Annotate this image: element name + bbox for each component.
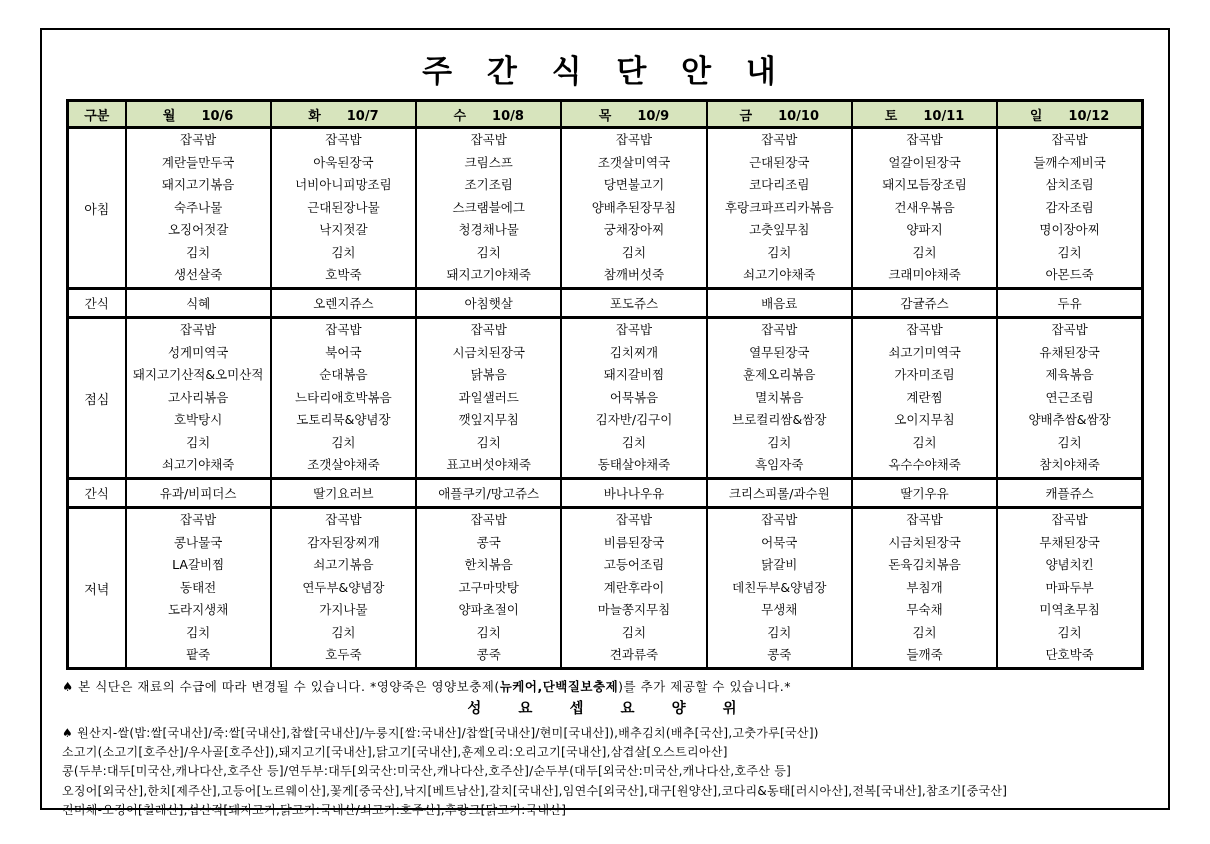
menu-item: 김치 [621,625,647,640]
meal-cell [271,128,416,289]
menu-item: 가자미조림 [894,368,955,383]
menu-item: 들깨수제비국 [1033,155,1106,170]
menu-item: 김치 [912,245,937,260]
meal-cell [416,128,561,289]
meal-cell [997,508,1142,669]
menu-item: 참치야채죽 [1039,458,1100,473]
menu-item: 돼지고기야채죽 [446,268,531,283]
menu-item: 연근조림 [1045,390,1094,405]
menu-item: 닭갈비 [761,558,798,573]
day-name: 금 [739,108,753,124]
day-date: 10/12 [1068,108,1110,124]
section-row-간식-3 [68,479,1143,508]
row-label: 아침 [68,128,126,289]
menu-item: 잡곡밥 [615,513,653,528]
menu-item: 마파두부 [1045,580,1094,595]
menu-item: 호박탕시 [173,413,223,428]
table-header-row [68,101,1143,128]
meal-cell-inner [708,126,851,290]
origin-line-4: 진미채-오징어[칠레산],섭산적[돼지고기,닭고기:국내산/쇠고기:호주산],후랑크[닭고기:국내산] [62,802,567,817]
row-label: 점심 [68,318,126,479]
menu-item: 잡곡밥 [761,513,798,528]
menu-item: 잡곡밥 [180,133,217,148]
meal-cell [416,508,561,669]
table-body [68,128,1143,669]
day-name: 화 [308,108,321,124]
meal-cell [126,318,271,479]
menu-item: 훈제오리볶음 [743,368,816,383]
day-header-3 [561,101,706,128]
meal-cell-inner [708,316,851,480]
menu-item: 마늘쫑지무침 [597,603,671,618]
meal-cell-inner [562,316,705,480]
menu-item: 양파지 [906,223,943,238]
snack-cell: 크리스피롤/과수원 [707,479,852,508]
meal-cell-inner [853,316,996,480]
menu-item: 당면불고기 [603,178,665,193]
menu-item: 어묵국 [761,535,798,550]
menu-item: 고등어조림 [603,558,665,573]
menu-item: 잡곡밥 [325,133,362,148]
section-row-저녁-4 [68,508,1143,669]
menu-item: 양배추된장무침 [591,200,677,215]
origin-line-2: 콩(두부:대두[미국산,캐나다산,호주산 등]/연두부:대두[외국산:미국산,캐나다산,호주산]/순두부(대두[외국산:미국산,캐나다산,호주산 등] [62,764,792,779]
menu-item: 김치 [1057,435,1082,450]
menu-item: 잡곡밥 [470,133,507,148]
row-label: 간식 [68,289,126,318]
snack-cell: 감귤쥬스 [852,289,997,318]
menu-item: 잡곡밥 [325,323,362,338]
meal-cell [997,318,1142,479]
meal-cell-inner [853,506,996,670]
menu-item: 잡곡밥 [325,513,362,528]
menu-item: 순대볶음 [319,368,368,383]
menu-item: 잡곡밥 [1051,513,1088,528]
menu-item: 브로컬리쌈&쌈장 [732,413,827,428]
meal-cell [707,508,852,669]
menu-item: 코다리조림 [749,178,810,193]
menu-item: 계란찜 [906,390,943,405]
menu-item: 멸치볶음 [755,390,804,405]
menu-item: 돼지모듬장조림 [882,178,967,193]
day-header-0 [126,101,271,128]
menu-item: 잡곡밥 [761,323,798,338]
row-label: 저녁 [68,508,126,669]
meal-cell [561,508,706,669]
menu-item: 김치 [621,245,647,260]
menu-item: 김치 [476,435,501,450]
snack-cell: 바나나우유 [561,479,706,508]
day-date: 10/10 [778,108,820,124]
menu-item: 김치 [1057,625,1082,640]
menu-item: 아욱된장국 [313,155,374,170]
menu-item: 데친두부&양념장 [732,580,827,595]
menu-item: 호두죽 [325,648,362,663]
day-date: 10/6 [201,108,234,124]
menu-item: 아몬드죽 [1045,268,1094,283]
menu-item: 후랑크파프리카볶음 [724,200,834,215]
meal-cell-inner [272,316,415,480]
menu-item: 김치 [186,245,211,260]
menu-item: 어묵볶음 [609,390,659,405]
menu-item: 잡곡밥 [761,133,798,148]
menu-item: 김치 [476,245,501,260]
menu-item: LA갈비찜 [172,558,225,573]
menu-item: 팥죽 [186,648,211,663]
menu-item: 양배추쌈&쌈장 [1028,413,1111,428]
menu-item: 숙주나물 [173,200,223,215]
menu-item: 쇠고기야채죽 [161,458,235,473]
menu-item: 콩죽 [476,648,501,663]
menu-item: 김치 [767,435,792,450]
day-header-6 [997,101,1142,128]
menu-item: 근대된장국 [749,155,810,170]
corner-header-cell: 구분 [68,101,126,128]
snack-cell: 캐플쥬스 [997,479,1142,508]
page-title: 주 간 식 단 안 내 [422,54,788,90]
menu-item: 조기조림 [464,178,513,193]
menu-item: 쇠고기미역국 [888,345,961,360]
menu-sheet [40,28,1170,817]
menu-item: 건새우볶음 [894,200,955,215]
meal-cell [126,128,271,289]
menu-item: 시금치된장국 [452,345,525,360]
meal-cell [561,128,706,289]
menu-item: 김치 [912,625,937,640]
change-notice [62,677,1148,695]
menu-item: 김치 [331,625,356,640]
snack-cell: 아침햇살 [416,289,561,318]
meal-cell [852,128,997,289]
meal-cell [561,318,706,479]
menu-item: 견과류죽 [609,648,659,663]
meal-cell [126,508,271,669]
day-name: 일 [1029,108,1043,124]
day-header-2 [416,101,561,128]
meal-cell-inner [127,506,270,670]
origin-line-3: 오징어[외국산],한치[제주산],고등어[노르웨이산],꽃게[중국산],낙지[베트남산],갈치[국내산],임연수[외국산],대구[원양산],코다리&동태[러시아산],전복[국내산],참조기[중국산] [62,783,1008,798]
menu-item: 명이장아찌 [1039,223,1100,238]
menu-item: 고사리볶음 [167,390,229,405]
menu-item: 들깨죽 [906,648,943,663]
menu-item: 잡곡밥 [906,133,943,148]
menu-item: 조갯살미역국 [597,155,671,170]
snack-cell: 딸기우유 [852,479,997,508]
snack-cell: 두유 [997,289,1142,318]
snack-cell: 오렌지쥬스 [271,289,416,318]
menu-item: 김치찌개 [609,345,659,360]
menu-item: 동태살야채죽 [597,458,671,473]
menu-item: 콩죽 [767,648,792,663]
menu-item: 단호박죽 [1045,648,1094,663]
meal-cell-inner [998,316,1141,480]
menu-item: 궁채장아찌 [603,223,665,238]
meal-cell [707,318,852,479]
menu-item: 열무된장국 [749,345,810,360]
meal-cell [416,318,561,479]
menu-item: 양념치킨 [1045,558,1094,573]
menu-item: 오징어젓갈 [167,223,229,238]
meal-cell-inner [562,506,705,670]
menu-item: 옥수수야채죽 [888,458,961,473]
menu-item: 한치볶음 [464,558,513,573]
menu-item: 계란후라이 [603,580,665,595]
origin-line-0: ♠ 원산지-쌀(밥:쌀[국내산]/죽:쌀[국내산],찹쌀[국내산]/누룽지[쌀:국내산]/찹쌀[국내산]/현미[국내산]),배추김치(배추[국산],고춧가루[국산]) [62,726,819,740]
meal-cell-inner [127,126,270,290]
menu-item: 김치 [767,625,792,640]
menu-item: 김치 [476,625,501,640]
menu-item: 무생채 [761,603,798,618]
menu-item: 과일샐러드 [458,390,519,405]
day-header-5 [852,101,997,128]
day-name: 월 [162,108,176,124]
menu-item: 돼지고기산적&오미산적 [132,368,264,383]
meal-cell-inner [998,506,1141,670]
menu-item: 감자된장찌개 [307,535,380,550]
meal-cell-inner [417,506,560,670]
meal-cell [852,508,997,669]
day-date: 10/11 [923,108,965,124]
menu-item: 고구마맛탕 [458,580,519,595]
menu-item: 감자조림 [1045,200,1094,215]
snack-cell: 식혜 [126,289,271,318]
section-row-아침-0 [68,128,1143,289]
menu-item: 김치 [331,245,356,260]
menu-item: 잡곡밥 [615,133,653,148]
menu-item: 성게미역국 [167,345,229,360]
notice-bold: 뉴케어,단백질보충제 [499,679,619,694]
meal-cell [271,508,416,669]
section-row-점심-2 [68,318,1143,479]
menu-item: 김치 [1057,245,1082,260]
menu-item: 돼지갈비찜 [603,368,665,383]
menu-item: 잡곡밥 [906,323,943,338]
day-name: 수 [453,108,467,124]
notice-suffix: )를 추가 제공할 수 있습니다.* [618,679,791,694]
menu-item: 크래미야채죽 [888,268,961,283]
snack-cell: 배음료 [707,289,852,318]
snack-cell: 애플쿠키/망고쥬스 [416,479,561,508]
menu-item: 도라지생채 [167,603,229,618]
weekly-menu-table [66,99,1144,670]
menu-item: 돈육김치볶음 [888,558,961,573]
menu-item: 무채된장국 [1039,535,1100,550]
day-date: 10/9 [637,108,670,124]
menu-item: 오이지무침 [894,413,955,428]
meal-cell [707,128,852,289]
menu-item: 김치 [186,625,211,640]
menu-item: 쇠고기야채죽 [743,268,816,283]
menu-item: 잡곡밥 [470,513,507,528]
facility-name: 성 요 셉 요 양 위 [467,701,743,717]
menu-item: 잡곡밥 [906,513,943,528]
section-row-간식-1 [68,289,1143,318]
day-header-4 [707,101,852,128]
menu-item: 잡곡밥 [470,323,507,338]
menu-item: 김치 [621,435,647,450]
menu-item: 가지나물 [319,603,368,618]
meal-cell-inner [562,126,705,290]
menu-item: 돼지고기볶음 [161,178,235,193]
snack-cell: 포도쥬스 [561,289,706,318]
menu-item: 청경채나물 [458,223,519,238]
menu-item: 낙지젓갈 [319,223,368,238]
menu-item: 김치 [331,435,356,450]
menu-item: 생선살죽 [173,268,223,283]
menu-item: 크림스프 [464,155,513,170]
day-name: 토 [884,108,898,124]
snack-cell: 딸기요러브 [271,479,416,508]
menu-item: 계란들만두국 [161,155,235,170]
menu-item: 콩국 [476,535,501,550]
origin-info [62,724,1148,820]
meal-cell-inner [417,316,560,480]
menu-item: 삼치조림 [1045,178,1094,193]
menu-item: 잡곡밥 [180,513,217,528]
menu-item: 시금치된장국 [888,535,961,550]
menu-item: 얼갈이된장국 [888,155,961,170]
menu-item: 고춧잎무침 [749,223,810,238]
meal-cell-inner [417,126,560,290]
menu-item: 미역초무침 [1039,603,1100,618]
menu-item: 비름된장국 [603,535,665,550]
day-name: 목 [598,108,612,124]
menu-item: 부침개 [906,580,943,595]
menu-item: 너비아니피망조림 [295,178,392,193]
menu-item: 제육볶음 [1045,368,1094,383]
origin-line-1: 소고기(소고기[호주산]/우사골[호주산]),돼지고기[국내산],닭고기[국내산],훈제오리:오리고기[국내산],삼겹살[오스트리아산] [62,745,728,760]
snack-cell: 유과/비피더스 [126,479,271,508]
menu-item: 근대된장나물 [307,200,380,215]
meal-cell-inner [272,126,415,290]
menu-item: 동태전 [180,580,217,595]
menu-item: 김치 [767,245,792,260]
day-date: 10/8 [492,108,524,124]
menu-item: 참깨버섯죽 [603,268,665,283]
menu-item: 잡곡밥 [615,323,653,338]
meal-cell [997,128,1142,289]
menu-item: 흑임자죽 [755,458,804,473]
meal-cell-inner [708,506,851,670]
menu-item: 김치 [186,435,211,450]
menu-item: 도토리묵&양념장 [296,413,391,428]
menu-item: 북어국 [325,345,362,360]
menu-item: 깻잎지무침 [458,413,519,428]
menu-item: 무숙채 [906,603,943,618]
menu-item: 스크램블에그 [452,200,525,215]
menu-item: 잡곡밥 [1051,323,1088,338]
menu-item: 콩나물국 [173,535,223,550]
menu-item: 연두부&양념장 [302,580,385,595]
row-label: 간식 [68,479,126,508]
menu-item: 조갯살야채죽 [307,458,380,473]
footer [62,677,1148,820]
menu-item: 호박죽 [325,268,362,283]
meal-cell-inner [127,316,270,480]
meal-cell [271,318,416,479]
menu-item: 느타리애호박볶음 [295,390,392,405]
menu-item: 김치 [912,435,937,450]
meal-cell-inner [272,506,415,670]
menu-item: 유채된장국 [1039,345,1100,360]
menu-item: 김자반/김구이 [595,413,673,428]
day-date: 10/7 [346,108,379,124]
menu-item: 양파초절이 [458,603,519,618]
meal-cell-inner [853,126,996,290]
notice-prefix: ♠ 본 식단은 재료의 수급에 따라 변경될 수 있습니다. *영양죽은 영양보충제( [62,679,500,694]
menu-item: 잡곡밥 [1051,133,1088,148]
day-header-1 [271,101,416,128]
menu-item: 표고버섯야채죽 [446,458,531,473]
meal-cell [852,318,997,479]
menu-item: 쇠고기볶음 [313,558,374,573]
meal-cell-inner [998,126,1141,290]
menu-item: 잡곡밥 [180,323,217,338]
menu-item: 닭볶음 [470,368,507,383]
